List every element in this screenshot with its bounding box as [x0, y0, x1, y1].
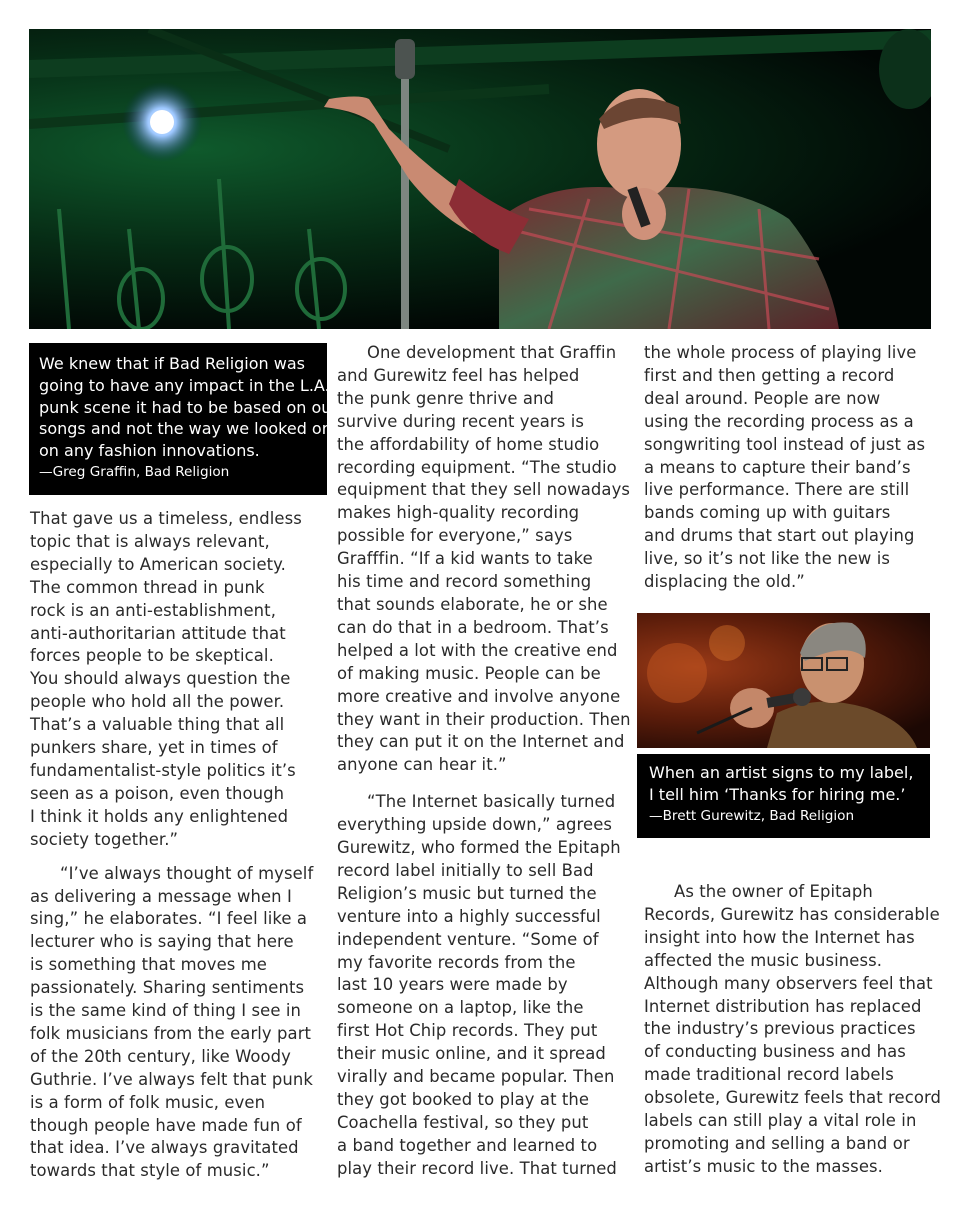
paragraph	[30, 863, 328, 1184]
text-line: a band together and learned to	[337, 1135, 598, 1155]
text-line: songwriting tool instead of just as	[644, 434, 926, 454]
text-line: live performance. There are still	[644, 480, 910, 500]
text-line: deal around. People are now	[644, 388, 881, 408]
gurewitz-photo	[637, 613, 930, 748]
text-line: promoting and selling a band or	[644, 1133, 910, 1153]
text-line: Religion’s music but turned the	[337, 883, 597, 903]
text-line: virally and became popular. Then	[337, 1067, 615, 1087]
text-line: You should always question the	[30, 669, 291, 689]
text-line: people who hold all the power.	[30, 692, 285, 712]
text-line: of the 20th century, like Woody	[30, 1046, 291, 1066]
quote-attribution: —Greg Graffin, Bad Religion	[39, 463, 230, 480]
text-line: labels can still play a vital role in	[644, 1111, 917, 1131]
pull-quote-graffin	[29, 343, 338, 495]
text-line: society together.”	[30, 829, 179, 849]
paragraph	[644, 342, 934, 594]
text-line: his time and record something	[337, 572, 592, 592]
text-line: Records, Gurewitz has considerable	[644, 904, 940, 924]
text-line: As the owner of Epitaph	[674, 882, 873, 901]
portrait-photo-icon	[637, 613, 930, 748]
text-line: especially to American society.	[30, 554, 286, 574]
pull-quote-gurewitz	[637, 754, 930, 838]
text-line: punkers share, yet in times of	[30, 738, 278, 758]
text-line: fundamentalist-style politics it’s	[30, 760, 296, 780]
text-line: affected the music business.	[644, 950, 883, 970]
text-line: is something that moves me	[30, 955, 267, 975]
text-line: towards that style of music.”	[30, 1161, 270, 1181]
paragraph	[30, 508, 328, 852]
text-line: though people have made fun of	[30, 1115, 302, 1135]
text-line: lecturer who is saying that here	[30, 932, 294, 952]
text-line: anti-authoritarian attitude that	[30, 623, 286, 643]
text-line: last 10 years were made by	[337, 975, 568, 995]
quote-line: When an artist signs to my label,	[649, 763, 914, 782]
text-line: that sounds elaborate, he or she	[337, 594, 608, 614]
text-line: first Hot Chip records. They put	[337, 1021, 598, 1041]
quote-line: songs and not the way we looked or	[39, 419, 329, 439]
concert-photo-icon	[29, 29, 931, 329]
text-line: is a form of folk music, even	[30, 1092, 266, 1112]
text-line: rock is an anti-establishment,	[30, 600, 277, 620]
text-line: survive during recent years is	[337, 411, 584, 431]
text-line: Coachella festival, so they put	[337, 1112, 589, 1132]
text-line: everything upside down,” agrees	[337, 815, 613, 835]
text-line: topic that is always relevant,	[30, 531, 270, 551]
quote-attribution: —Brett Gurewitz, Bad Religion	[649, 807, 855, 824]
text-line: insight into how the Internet has	[644, 927, 915, 947]
text-line: That’s a valuable thing that all	[30, 715, 285, 735]
text-line: Although many observers feel that	[644, 973, 933, 993]
paragraph	[337, 791, 629, 1180]
text-line: displacing the old.”	[644, 572, 805, 592]
text-line: forces people to be skeptical.	[30, 646, 274, 666]
text-line: someone on a laptop, like the	[337, 998, 584, 1018]
text-line: seen as a poison, even though	[30, 783, 285, 803]
text-line: passionately. Sharing sentiments	[30, 978, 305, 998]
quote-line: on any fashion innovations.	[39, 441, 260, 461]
text-line: possible for everyone,” says	[337, 526, 573, 546]
text-line: as delivering a message when I	[30, 886, 292, 906]
text-line: they got booked to play at the	[337, 1090, 590, 1109]
text-line: and drums that start out playing	[644, 526, 915, 546]
text-line: the industry’s previous practices	[644, 1019, 916, 1039]
text-line: live, so it’s not like the new is	[644, 549, 890, 569]
article-column-3-top	[644, 342, 934, 594]
paragraph	[337, 342, 629, 777]
article-column-1	[30, 508, 328, 1183]
article-column-3-bottom	[644, 881, 942, 1179]
text-line: obsolete, Gurewitz feels that record	[644, 1088, 942, 1108]
text-line: Guthrie. I’ve always felt that punk	[30, 1069, 313, 1089]
text-line: the punk genre thrive and	[337, 388, 554, 408]
paragraph	[644, 881, 942, 1179]
text-line: Gurewitz, who formed the Epitaph	[337, 838, 621, 858]
text-line: more creative and involve anyone	[337, 686, 621, 706]
text-line: equipment that they sell nowadays	[337, 480, 631, 500]
quote-line: punk scene it had to be based on our	[39, 397, 338, 417]
text-line: Grafffin. “If a kid wants to take	[337, 549, 593, 569]
quote-line: I tell him ‘Thanks for hiring me.’	[649, 784, 906, 804]
text-line: helped a lot with the creative end	[337, 640, 618, 660]
text-line: my favorite records from the	[337, 952, 576, 972]
text-line: their music online, and it spread	[337, 1044, 606, 1064]
text-line: Internet distribution has replaced	[644, 996, 922, 1016]
text-line: they can put it on the Internet and	[337, 732, 625, 752]
text-line: they want in their production. Then	[337, 709, 631, 729]
text-line: a means to capture their band’s	[644, 457, 911, 477]
text-line: venture into a highly successful	[337, 906, 601, 926]
text-line: made traditional record labels	[644, 1065, 894, 1085]
text-line: is the same kind of thing I see in	[30, 1001, 301, 1021]
text-line: first and then getting a record	[644, 365, 895, 385]
text-line: I think it holds any enlightened	[30, 806, 289, 826]
text-line: The common thread in punk	[30, 577, 265, 597]
text-line: “The Internet basically turned	[367, 792, 616, 812]
text-line: independent venture. “Some of	[337, 929, 599, 949]
text-line: the affordability of home studio	[337, 434, 600, 454]
text-line: “I’ve always thought of myself	[60, 863, 314, 883]
text-line: using the recording process as a	[644, 411, 914, 431]
quote-line: We knew that if Bad Religion was	[39, 354, 305, 373]
quote-line: going to have any impact in the L.A.	[39, 375, 330, 395]
text-line: artist’s music to the masses.	[644, 1156, 883, 1176]
text-line: One development that Graffin	[367, 343, 617, 362]
text-line: and Gurewitz feel has helped	[337, 365, 580, 385]
article-column-2	[337, 342, 629, 1181]
text-line: That gave us a timeless, endless	[30, 509, 302, 528]
text-line: record label initially to sell Bad	[337, 860, 594, 880]
text-line: can do that in a bedroom. That’s	[337, 617, 609, 637]
text-line: makes high-quality recording	[337, 503, 580, 523]
text-line: folk musicians from the early part	[30, 1023, 312, 1043]
text-line: bands coming up with guitars	[644, 503, 891, 523]
text-line: play their record live. That turned	[337, 1158, 617, 1178]
text-line: sing,” he elaborates. “I feel like a	[30, 909, 308, 929]
text-line: that idea. I’ve always gravitated	[30, 1138, 299, 1158]
text-line: of making music. People can be	[337, 663, 601, 683]
text-line: anyone can hear it.”	[337, 755, 507, 775]
hero-concert-photo	[29, 29, 931, 329]
text-line: the whole process of playing live	[644, 343, 917, 362]
text-line: of conducting business and has	[644, 1042, 906, 1062]
text-line: recording equipment. “The studio	[337, 457, 617, 477]
